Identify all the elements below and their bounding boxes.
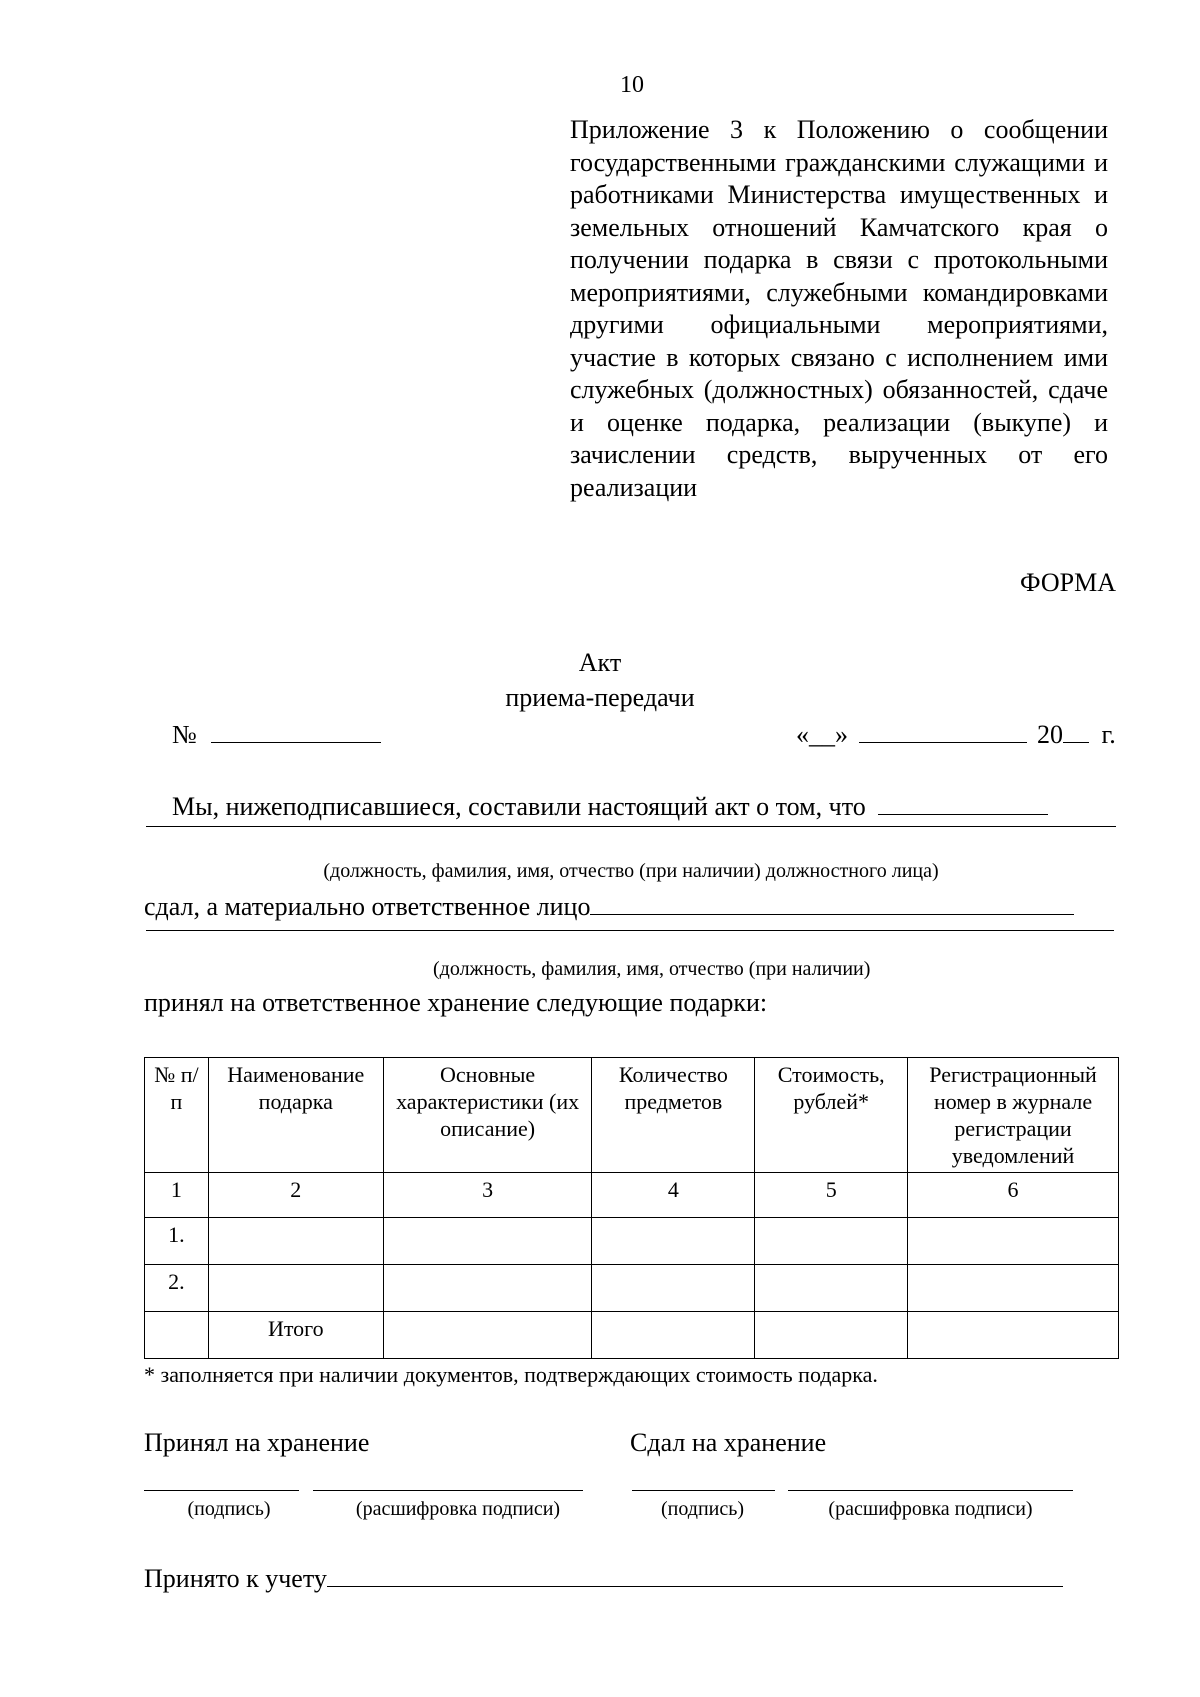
column-number: 4 bbox=[592, 1173, 755, 1218]
total-label: Итого bbox=[208, 1312, 383, 1359]
header-characteristics: Основные характеристики (их описание) bbox=[383, 1058, 592, 1173]
column-numbers-row bbox=[145, 1173, 1119, 1218]
act-number-blank bbox=[211, 718, 381, 743]
registration-cell bbox=[908, 1312, 1119, 1359]
accounted-blank bbox=[327, 1562, 1063, 1587]
accounted-line bbox=[144, 1562, 1063, 1594]
row-number: 2. bbox=[145, 1265, 209, 1312]
act-title: Акт bbox=[578, 648, 622, 677]
handed-text: сдал, а материально ответственное лицо bbox=[144, 892, 591, 921]
table-header-row bbox=[145, 1058, 1119, 1173]
quantity-cell bbox=[592, 1312, 755, 1359]
handed-line bbox=[144, 890, 1074, 922]
date-year-prefix: 20 bbox=[1037, 720, 1063, 749]
header-registration-number: Регистрационный номер в журнале регистрации уведомлений bbox=[908, 1058, 1119, 1173]
act-number-field bbox=[172, 718, 381, 750]
accounted-label: Принято к учету bbox=[144, 1564, 327, 1593]
row-number: 1. bbox=[145, 1218, 209, 1265]
column-number: 3 bbox=[383, 1173, 592, 1218]
accepted-storage-label: Принял на хранение bbox=[144, 1428, 370, 1457]
column-number: 2 bbox=[208, 1173, 383, 1218]
header-number: № п/п bbox=[145, 1058, 209, 1173]
quantity-cell bbox=[592, 1218, 755, 1265]
accepted-signature-caption: (подпись) bbox=[187, 1498, 271, 1520]
characteristics-cell bbox=[383, 1265, 592, 1312]
responsible-blank bbox=[590, 890, 1074, 915]
official-blank-line bbox=[146, 826, 1116, 827]
handed-signature-caption: (подпись) bbox=[660, 1498, 745, 1520]
quantity-cell bbox=[592, 1265, 755, 1312]
gift-name-cell bbox=[208, 1218, 383, 1265]
intro-line bbox=[172, 790, 1048, 822]
registration-cell bbox=[908, 1265, 1119, 1312]
date-month-blank bbox=[859, 718, 1027, 743]
act-date-field bbox=[796, 718, 1116, 750]
official-caption: (должность, фамилия, имя, отчество (при наличии) должностного лица) bbox=[323, 860, 939, 882]
intro-text: Мы, нижеподписавшиеся, составили настоящий акт о том, что bbox=[172, 792, 866, 821]
responsible-caption: (должность, фамилия, имя, отчество (при наличии) bbox=[433, 958, 871, 980]
date-year-suffix: г. bbox=[1101, 720, 1116, 749]
accepted-text: принял на ответственное хранение следующие подарки: bbox=[144, 988, 768, 1017]
characteristics-cell bbox=[383, 1218, 592, 1265]
header-quantity: Количество предметов bbox=[592, 1058, 755, 1173]
registration-cell bbox=[908, 1218, 1119, 1265]
gift-name-cell bbox=[208, 1265, 383, 1312]
row-number bbox=[145, 1312, 209, 1359]
header-gift-name: Наименование подарка bbox=[208, 1058, 383, 1173]
handed-signature-line bbox=[632, 1490, 775, 1491]
accepted-decoding-line bbox=[313, 1490, 583, 1491]
characteristics-cell bbox=[383, 1312, 592, 1359]
handed-storage-label: Сдал на хранение bbox=[630, 1428, 827, 1457]
header-cost: Стоимость, рублей* bbox=[755, 1058, 908, 1173]
cost-cell bbox=[755, 1265, 908, 1312]
date-day: «__» bbox=[796, 720, 848, 749]
column-number: 6 bbox=[908, 1173, 1119, 1218]
act-subtitle: приема-передачи bbox=[505, 683, 695, 712]
date-year-blank bbox=[1063, 718, 1089, 743]
responsible-blank-line bbox=[146, 930, 1114, 931]
accepted-decoding-caption: (расшифровка подписи) bbox=[355, 1498, 561, 1520]
accepted-signature-line bbox=[144, 1490, 299, 1491]
column-number: 1 bbox=[145, 1173, 209, 1218]
number-sign: № bbox=[172, 720, 197, 749]
cost-cell bbox=[755, 1312, 908, 1359]
form-label: ФОРМА bbox=[1020, 568, 1116, 597]
appendix-text: Приложение 3 к Положению о сообщении государственными гражданскими служащими и работниками Министерства имущественных и земельных отношений Камчатского края о получении подарка в связи с протокольными мероприятиями, служебными командировками другими официальными мероприятиями, участие в которых связано с исполнением ими служебных (должностных) обязанностей, сдаче и оценке подарка, реализации (выкупе) и зачислении средств, вырученных от его реализации bbox=[570, 115, 1108, 502]
table-total-row bbox=[145, 1312, 1119, 1359]
table-row bbox=[145, 1218, 1119, 1265]
intro-blank bbox=[878, 790, 1048, 815]
handed-decoding-caption: (расшифровка подписи) bbox=[828, 1498, 1033, 1520]
page-number: 10 bbox=[620, 72, 644, 98]
gifts-table bbox=[144, 1057, 1119, 1359]
column-number: 5 bbox=[755, 1173, 908, 1218]
handed-decoding-line bbox=[788, 1490, 1073, 1491]
cost-cell bbox=[755, 1218, 908, 1265]
table-row bbox=[145, 1265, 1119, 1312]
footnote: * заполняется при наличии документов, подтверждающих стоимость подарка. bbox=[144, 1362, 878, 1387]
